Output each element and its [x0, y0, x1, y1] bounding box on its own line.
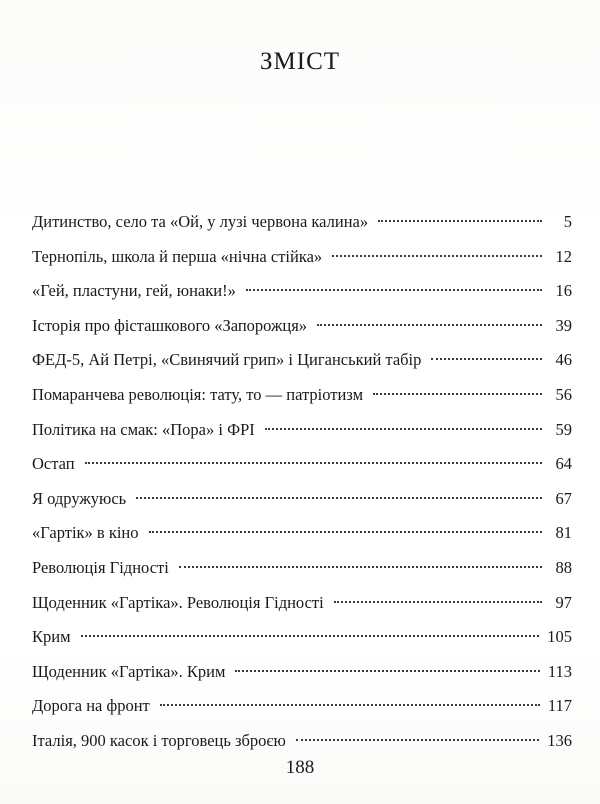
toc-entry-page: 16	[555, 281, 572, 301]
toc-entry-title: Італія, 900 касок і торговець зброєю	[32, 730, 286, 750]
toc-entry-page: 56	[555, 384, 572, 404]
toc-entry	[32, 586, 572, 621]
toc-entry-title: Політика на смак: «Пора» і ФРІ	[32, 419, 255, 439]
dot-leader	[149, 531, 542, 533]
toc-entry-page: 136	[547, 730, 572, 750]
toc-entry-page: 46	[555, 350, 572, 370]
dot-leader	[85, 462, 542, 464]
toc-entry-title: Остап	[32, 454, 75, 474]
toc-entry-title: Я одружуюсь	[32, 488, 127, 508]
toc-entry	[32, 724, 572, 759]
toc-entry-title: ФЕД-5, Ай Петрі, «Свинячий грип» і Циганський табір	[32, 350, 422, 370]
toc-entry-page: 105	[547, 627, 572, 647]
toc-entry-page: 67	[555, 488, 572, 508]
toc-entry-title: Дорога на фронт	[32, 696, 150, 716]
toc-entry-title: Дитинство, село та «Ой, у лузі червона калина»	[32, 212, 369, 231]
page-title: ЗМІСТ	[259, 48, 341, 75]
dot-leader	[81, 635, 540, 637]
toc-entry	[32, 309, 572, 344]
toc-entry-title: Тернопіль, школа й перша «нічна стійка»	[32, 246, 323, 266]
dot-leader	[378, 220, 542, 222]
dot-leader	[136, 497, 542, 499]
dot-leader	[296, 739, 539, 741]
toc-entry-page: 88	[555, 557, 572, 577]
dot-leader	[332, 255, 542, 257]
toc-entry-page: 39	[555, 315, 572, 335]
toc-entry-title: Щоденник «Гартіка». Крим	[32, 661, 226, 681]
toc-entry	[32, 240, 572, 275]
dot-leader	[334, 601, 542, 603]
toc-entry-page: 81	[555, 523, 572, 543]
dot-leader	[373, 393, 542, 395]
toc-entry-page: 5	[563, 212, 572, 231]
toc-entry	[32, 274, 572, 309]
toc-entry	[32, 343, 572, 378]
page-number: 188	[285, 757, 315, 778]
dot-leader	[246, 289, 542, 291]
toc-entry	[32, 205, 572, 240]
dot-leader	[265, 428, 542, 430]
toc-entry-page: 117	[547, 696, 572, 716]
toc-entry	[32, 447, 572, 482]
toc-entry	[32, 689, 572, 724]
toc-entry-page: 12	[555, 246, 572, 266]
toc-entry	[32, 655, 572, 690]
toc-entry-page: 113	[547, 661, 572, 681]
toc-entry-title: Помаранчева революція: тату, то — патріотизм	[32, 384, 364, 404]
toc-entry-title: Революція Гідності	[32, 557, 169, 577]
toc-entry	[32, 551, 572, 586]
toc-entry-title: Історія про фісташкового «Запорожця»	[32, 315, 308, 335]
dot-leader	[160, 704, 540, 706]
toc-entry-title: «Гей, пластуни, гей, юнаки!»	[32, 281, 236, 301]
toc-entry	[32, 482, 572, 517]
toc-entry-page: 64	[555, 454, 572, 474]
table-of-contents	[32, 205, 572, 759]
toc-entry-page: 97	[555, 592, 572, 612]
toc-entry-title: Щоденник «Гартіка». Революція Гідності	[32, 592, 324, 612]
toc-entry	[32, 516, 572, 551]
toc-entry	[32, 620, 572, 655]
dot-leader	[317, 324, 542, 326]
dot-leader	[179, 566, 542, 568]
toc-entry-title: «Гартік» в кіно	[32, 523, 139, 543]
toc-entry	[32, 378, 572, 413]
dot-leader	[235, 670, 539, 672]
dot-leader	[431, 358, 542, 360]
toc-entry-title: Крим	[32, 627, 71, 647]
toc-entry-page: 59	[555, 419, 572, 439]
toc-entry	[32, 413, 572, 448]
